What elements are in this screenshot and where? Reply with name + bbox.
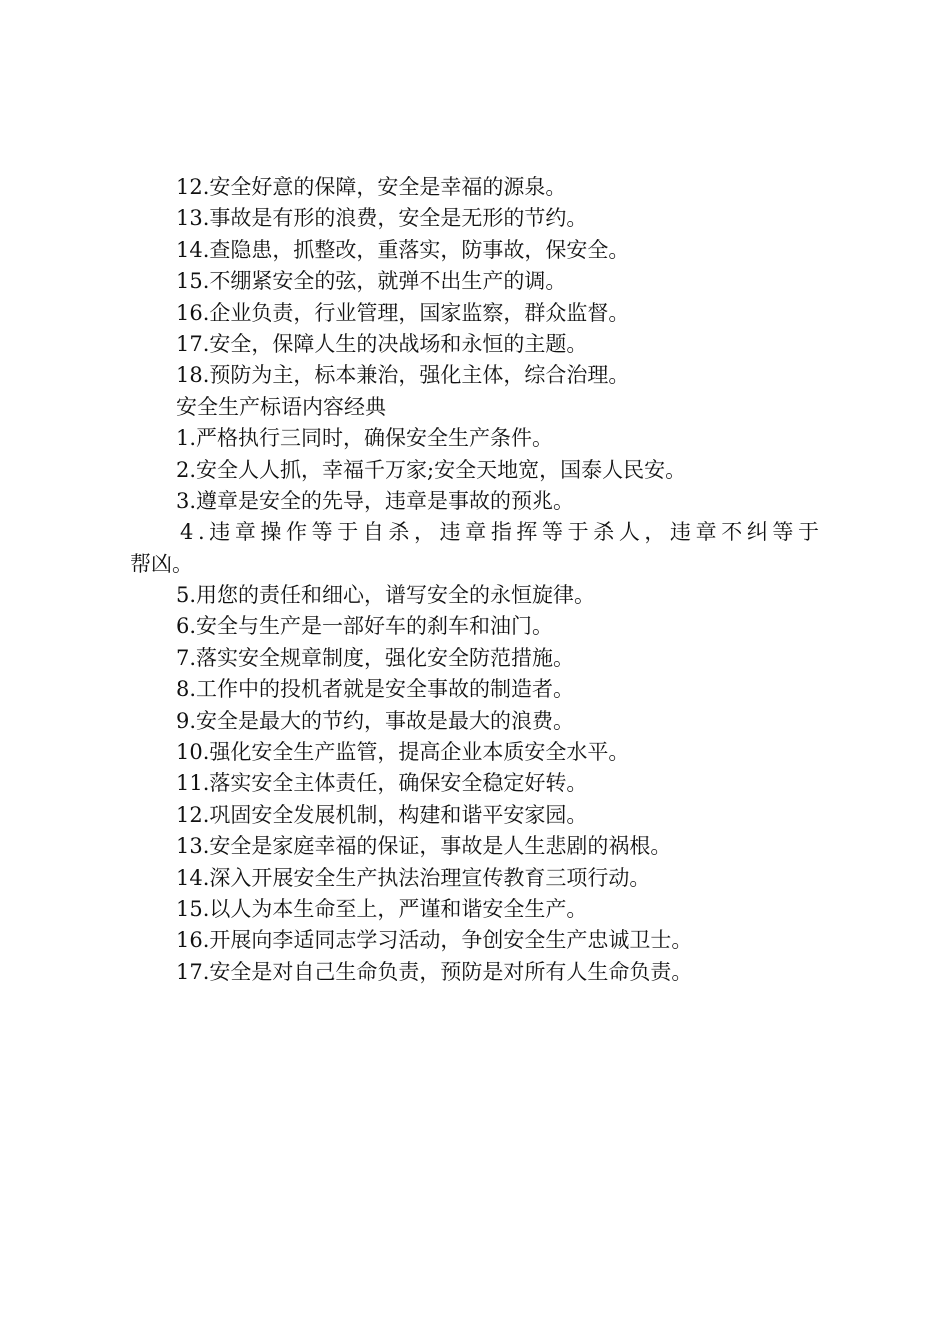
slogan-line: 3.遵章是安全的先导，违章是事故的预兆。	[176, 488, 575, 513]
slogan-line: 17.安全，保障人生的决战场和永恒的主题。	[176, 331, 588, 356]
section-heading: 安全生产标语内容经典	[176, 394, 386, 419]
slogan-line: 15.以人为本生命至上，严谨和谐安全生产。	[176, 896, 588, 921]
slogan-line: 5.用您的责任和细心，谱写安全的永恒旋律。	[176, 583, 596, 608]
slogan-line-wrapped-end: 帮凶。	[130, 551, 193, 576]
slogan-line: 9.安全是最大的节约，事故是最大的浪费。	[176, 708, 575, 733]
slogan-line-wrapped-start: 4.违章操作等于自杀，违章指挥等于杀人，违章不纠等于	[180, 520, 824, 545]
slogan-line: 14.查隐患，抓整改，重落实，防事故，保安全。	[176, 237, 630, 262]
slogan-line: 8.工作中的投机者就是安全事故的制造者。	[176, 677, 575, 702]
slogan-line: 18.预防为主，标本兼治，强化主体，综合治理。	[176, 363, 630, 388]
slogan-line: 15.不绷紧安全的弦，就弹不出生产的调。	[176, 269, 567, 294]
slogan-line: 13.安全是家庭幸福的保证，事故是人生悲剧的祸根。	[176, 834, 672, 859]
slogan-line: 1.严格执行三同时，确保安全生产条件。	[176, 426, 554, 451]
document-body	[130, 172, 835, 988]
slogan-line: 12.安全好意的保障，安全是幸福的源泉。	[176, 175, 567, 199]
slogan-line: 2.安全人人抓，幸福千万家;安全天地宽，国泰人民安。	[176, 457, 687, 482]
slogan-line: 16.企业负责，行业管理，国家监察，群众监督。	[176, 300, 630, 325]
slogan-line: 10.强化安全生产监管，提高企业本质安全水平。	[176, 740, 630, 765]
slogan-line: 12.巩固安全发展机制，构建和谐平安家园。	[176, 802, 588, 827]
slogan-line: 7.落实安全规章制度，强化安全防范措施。	[176, 645, 575, 670]
slogan-line: 6.安全与生产是一部好车的刹车和油门。	[176, 614, 554, 639]
slogan-line: 17.安全是对自己生命负责，预防是对所有人生命负责。	[176, 959, 693, 984]
slogan-line: 13.事故是有形的浪费，安全是无形的节约。	[176, 206, 588, 231]
slogan-line: 11.落实安全主体责任，确保安全稳定好转。	[176, 771, 588, 796]
slogan-line: 14.深入开展安全生产执法治理宣传教育三项行动。	[176, 865, 651, 890]
slogan-line: 16.开展向李适同志学习活动，争创安全生产忠诚卫士。	[176, 928, 693, 953]
